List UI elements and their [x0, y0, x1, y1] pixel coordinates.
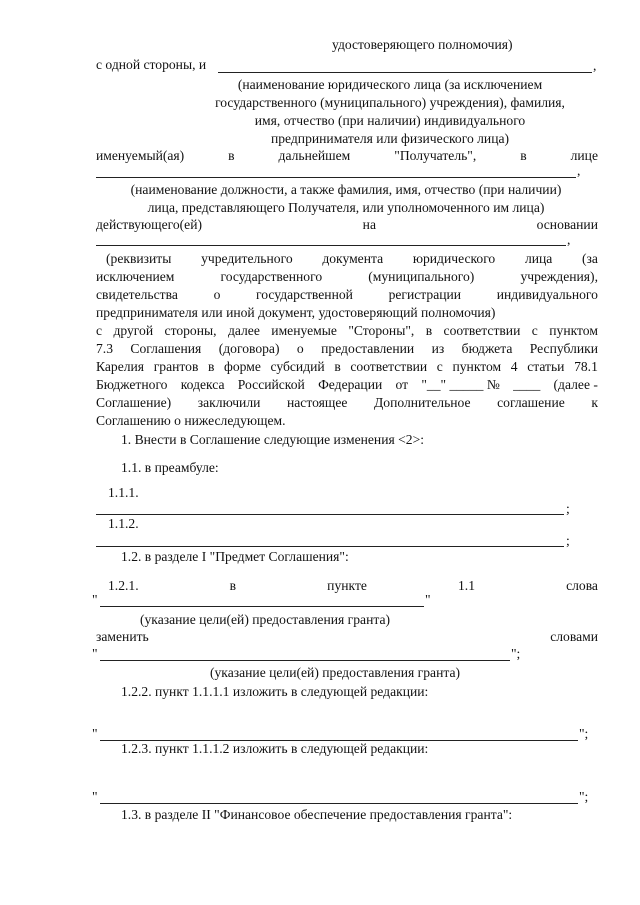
text-punct: ; — [566, 533, 570, 548]
word: основании — [536, 217, 598, 232]
word: Республики — [529, 341, 598, 356]
word: лице — [570, 148, 598, 163]
word: именуемый(ая) — [96, 148, 185, 163]
justified-line — [108, 577, 598, 595]
word: Дополнительное — [374, 395, 471, 410]
word: учредительного — [201, 251, 293, 266]
justified-line — [96, 358, 598, 376]
word: 1.1 — [458, 578, 475, 593]
word: (муниципального) — [368, 269, 475, 284]
word: соглашение — [497, 395, 565, 410]
word: на — [362, 217, 376, 232]
word: Соглашения — [130, 341, 202, 356]
word: Бюджетного — [96, 377, 168, 392]
text-line: имя, отчество (при наличии) индивидуального — [254, 113, 526, 128]
word: свидетельства — [96, 287, 178, 302]
word: о — [213, 287, 221, 302]
word: слова — [566, 578, 598, 593]
word: в — [208, 359, 215, 374]
blank-line — [100, 803, 578, 804]
text-line: удостоверяющего полномочия) — [332, 37, 513, 52]
text-line: 1.3. в разделе II "Финансовое обеспечение предоставления гранта": — [121, 807, 513, 822]
word: статьи — [527, 359, 565, 374]
word: с — [96, 323, 103, 338]
word: заключили — [197, 395, 261, 410]
text-line: 1.2.2. пункт 1.1.1.1 изложить в следующей редакции: — [121, 684, 429, 699]
text-punct: , — [567, 232, 571, 247]
word: (за — [582, 251, 598, 266]
word: (далее - — [553, 377, 598, 392]
word: в — [228, 148, 235, 163]
text-line: (указание цели(ей) предоставления гранта) — [139, 612, 391, 627]
word: юридического — [412, 251, 496, 266]
word: предоставлении — [321, 341, 415, 356]
word: от — [395, 377, 409, 392]
text-line: (наименование юридического лица (за исключением — [237, 77, 543, 92]
text-punct: " — [92, 592, 98, 607]
justified-line — [106, 250, 598, 268]
word: Российской — [237, 377, 305, 392]
text-punct: " — [425, 592, 431, 607]
word: государственной — [256, 287, 353, 302]
text-punct: , — [577, 163, 581, 178]
word: пункте — [327, 578, 367, 593]
word: документа — [322, 251, 384, 266]
text-line: 1.1.2. — [108, 516, 139, 531]
word: 1.2.1. — [108, 578, 139, 593]
word: соответствии — [350, 359, 428, 374]
text-punct: " — [92, 726, 98, 741]
word: (договора) — [218, 341, 280, 356]
word: с — [531, 323, 538, 338]
word: учреждения), — [520, 269, 598, 284]
word: форме — [224, 359, 261, 374]
text-line: 1. Внести в Соглашение следующие изменения <2>: — [121, 432, 425, 447]
word: именуемые — [271, 323, 337, 338]
word: ____ — [513, 377, 541, 392]
blank-line — [100, 606, 424, 607]
word: из — [431, 341, 445, 356]
text-line: 1.2.3. пункт 1.1.1.2 изложить в следующей редакции: — [121, 741, 429, 756]
word: действующего(ей) — [96, 217, 203, 232]
text-line: предпринимателя или иной документ, удостоверяющий полномочия) — [96, 305, 496, 320]
word: (реквизиты — [106, 251, 172, 266]
word: пунктом — [452, 359, 502, 374]
word: стороны, — [164, 323, 217, 338]
word: Соглашение) — [96, 395, 172, 410]
word: к — [591, 395, 598, 410]
blank-line — [100, 660, 510, 661]
justified-line — [96, 340, 598, 358]
blank-line — [96, 245, 566, 246]
word: в — [229, 578, 237, 593]
word: в — [520, 148, 527, 163]
justified-line — [96, 268, 598, 286]
word: субсидий — [270, 359, 325, 374]
text-line: с одной стороны, и — [96, 57, 207, 72]
blank-line — [96, 546, 564, 547]
text-line: (наименование должности, а также фамилия, имя, отчество (при наличии) — [130, 182, 562, 197]
word: заменить — [96, 629, 149, 644]
word: соответствии — [443, 323, 521, 338]
word: дальнейшем — [278, 148, 351, 163]
text-line: 1.1. в преамбуле: — [121, 460, 219, 475]
word: в — [425, 323, 433, 338]
word: государственного — [220, 269, 323, 284]
word: регистрации — [388, 287, 462, 302]
justified-line — [96, 286, 598, 304]
word: Федерации — [318, 377, 383, 392]
justified-line — [96, 628, 598, 646]
word: грантов — [153, 359, 199, 374]
word: 4 — [510, 359, 518, 374]
text-punct: " — [92, 789, 98, 804]
blank-line — [96, 514, 564, 515]
text-line: (указание цели(ей) предоставления гранта) — [209, 665, 461, 680]
word: в — [334, 359, 341, 374]
word: "Стороны", — [348, 323, 415, 338]
justified-line — [96, 216, 598, 234]
word: бюджета — [461, 341, 513, 356]
justified-line — [96, 147, 598, 165]
word: с — [436, 359, 443, 374]
word: о — [296, 341, 304, 356]
blank-line — [218, 72, 592, 73]
text-punct: ; — [566, 501, 570, 516]
word: 78.1 — [574, 359, 598, 374]
text-line: 1.1.1. — [108, 485, 139, 500]
word: индивидуального — [496, 287, 598, 302]
text-punct: "; — [579, 789, 589, 804]
word: пунктом — [549, 323, 598, 338]
word: кодекса — [180, 377, 225, 392]
text-line: предпринимателя или физического лица) — [270, 131, 510, 146]
word: настоящее — [286, 395, 348, 410]
text-line: государственного (муниципального) учреждения), фамилия, — [215, 95, 565, 110]
word: Карелия — [96, 359, 145, 374]
word: далее — [227, 323, 260, 338]
word: лица — [524, 251, 553, 266]
word: "Получатель", — [394, 148, 477, 163]
word: 7.3 — [96, 341, 113, 356]
justified-line — [96, 376, 598, 394]
text-line: 1.2. в разделе I "Предмет Соглашения": — [121, 549, 349, 564]
justified-line — [96, 322, 598, 340]
justified-line — [96, 394, 598, 412]
text-punct: , — [593, 58, 597, 73]
blank-line — [96, 177, 576, 178]
text-punct: " — [92, 646, 98, 661]
word: исключением — [96, 269, 175, 284]
text-line: Соглашению о нижеследующем. — [96, 413, 286, 428]
word: другой — [113, 323, 154, 338]
text-line: лица, представляющего Получателя, или уполномоченного им лица) — [147, 200, 545, 215]
text-punct: "; — [511, 646, 521, 661]
word: "__" _____ № — [421, 377, 500, 392]
text-punct: "; — [579, 726, 589, 741]
word: словами — [550, 629, 598, 644]
